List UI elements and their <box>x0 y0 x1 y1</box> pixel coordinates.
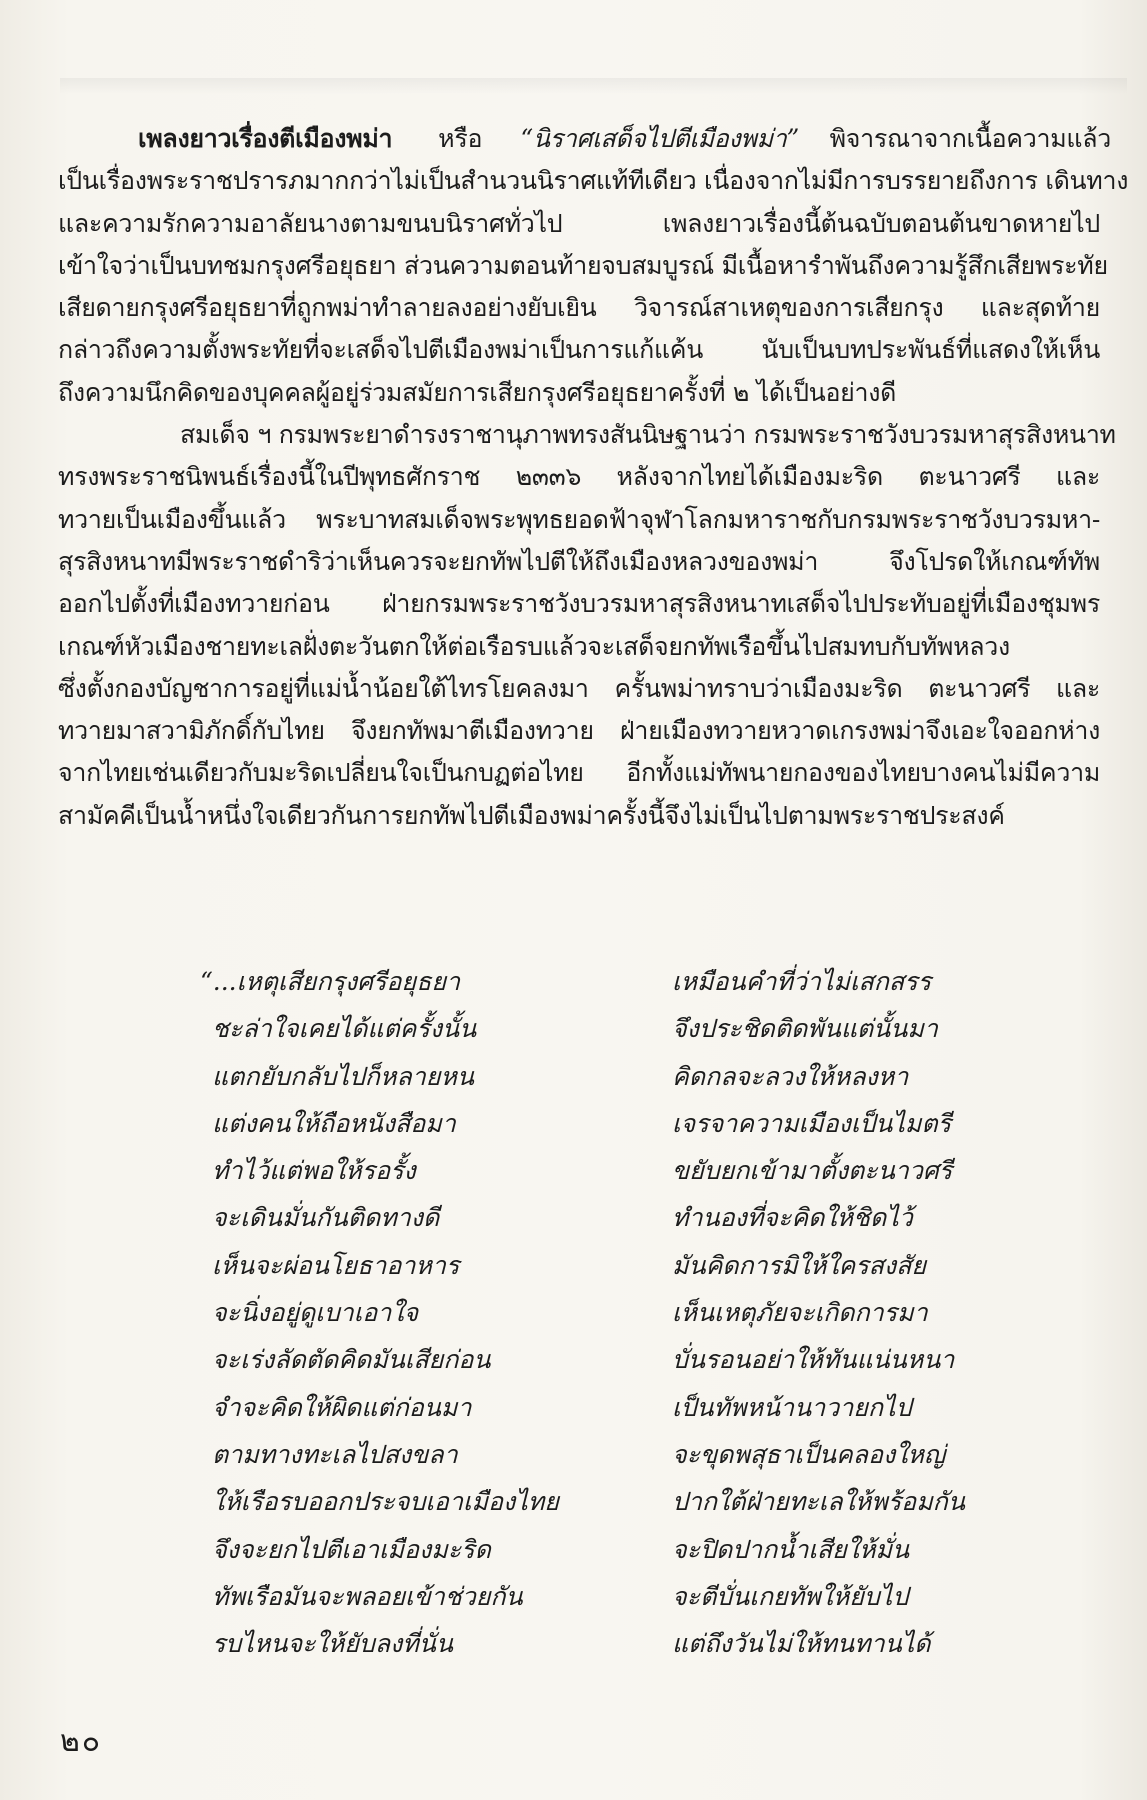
paragraph-1-line: กล่าวถึงความตั้งพระทัยที่จะเสด็จไปตีเมืองพม่าเป็นการแก้แค้น นับเป็นบทประพันธ์ที่แสดงให้เห็น <box>58 335 1100 365</box>
poem-verse-second-half: คิดกลจะลวงให้หลงหา <box>672 1061 909 1091</box>
poem-verse-first-half: เห็นจะผ่อนโยธาอาหาร <box>212 1250 460 1280</box>
paragraph-2-line: สุรสิงหนาทมีพระราชดำริว่าเห็นควรจะยกทัพไปตีให้ถึงเมืองหลวงของพม่า จึงโปรดให้เกณฑ์ทัพ <box>58 546 1100 576</box>
poem-verse <box>0 1151 1147 1198</box>
poem-verse-second-half: จะขุดพสุธาเป็นคลองใหญ่ <box>672 1439 946 1469</box>
book-title: เพลงยาวเรื่องตีเมืองพม่า <box>138 124 393 153</box>
poem-verse-first-half: ชะล่าใจเคยได้แต่ครั้งนั้น <box>212 1014 477 1044</box>
poem-verse <box>0 1530 1147 1577</box>
poem-verse-second-half: เห็นเหตุภัยจะเกิดการมา <box>672 1298 928 1328</box>
page-number: ๒๐ <box>60 1724 103 1759</box>
paragraph-1-line-1 <box>58 118 1111 160</box>
paragraph-2-line: ออกไปตั้งที่เมืองทวายก่อน ฝ่ายกรมพระราชวังบวรมหาสุรสิงหนาทเสด็จไปประทับอยู่ที่เมืองชุมพร <box>58 589 1100 619</box>
paragraph-2-line: เกณฑ์หัวเมืองชายทะเลฝั่งตะวันตกให้ต่อเรือรบแล้วจะเสด็จยกทัพเรือขึ้นไปสมทบกับทัพหลวง <box>58 631 1010 661</box>
paragraph-2-line: จากไทยเช่นเดียวกับมะริดเปลี่ยนใจเป็นกบฏต่อไทย อีกทั้งแม่ทัพนายกองของไทยบางคนไม่มีความ <box>58 758 1100 788</box>
poem-verse-second-half: ทำนองที่จะคิดให้ชิดไว้ <box>672 1203 913 1233</box>
poem-verse <box>0 1198 1147 1245</box>
poem-verse <box>0 1293 1147 1340</box>
poem-verse-second-half: จึงประชิดติดพันแต่นั้นมา <box>672 1014 938 1044</box>
paragraph-2 <box>58 414 1116 837</box>
paragraph-1 <box>58 118 1129 414</box>
paragraph-1-line: และความรักความอาลัยนางตามขนบนิราศทั่วไป เพลงยาวเรื่องนี้ต้นฉบับตอนต้นขาดหายไป <box>58 208 1100 238</box>
poem-verse-second-half: เหมือนคำที่ว่าไม่เสกสรร <box>672 967 932 996</box>
poem <box>0 962 1147 1671</box>
poem-verse-second-half: มันคิดการมิให้ใครสงสัย <box>672 1250 927 1280</box>
paragraph-2-line: สมเด็จ ฯ กรมพระยาดำรงราชานุภาพทรงสันนิษฐานว่า กรมพระราชวังบวรมหาสุรสิงหนาท <box>180 420 1116 450</box>
poem-verse <box>0 1482 1147 1529</box>
poem-verse <box>0 1577 1147 1624</box>
poem-verse-first-half: รบไหนจะให้ยับลงที่นั่น <box>212 1629 453 1659</box>
poem-verse-first-half: “...เหตุเสียกรุงศรีอยุธยา <box>200 967 461 996</box>
paragraph-1-line: ถึงความนึกคิดของบุคคลผู้อยู่ร่วมสมัยการเสียกรุงศรีอยุธยาครั้งที่ ๒ ได้เป็นอย่างดี <box>58 377 897 407</box>
poem-verse-first-half: จำจะคิดให้ผิดแต่ก่อนมา <box>212 1392 472 1422</box>
poem-verse <box>0 1057 1147 1104</box>
poem-verse <box>0 1435 1147 1482</box>
poem-verse <box>0 1246 1147 1293</box>
poem-verse <box>0 1624 1147 1671</box>
poem-verse-first-half: จะนิ่งอยู่ดูเบาเอาใจ <box>212 1298 419 1328</box>
alt-title: “นิราศเสด็จไปตีเมืองพม่า” <box>520 124 800 153</box>
poem-verse-first-half: แต่งคนให้ถือหนังสือมา <box>212 1108 456 1138</box>
paragraph-1-line: เข้าใจว่าเป็นบทชมกรุงศรีอยุธยา ส่วนความตอนท้ายจบสมบูรณ์ มีเนื้อหารำพันถึงความรู้สึกเสียพระทัย <box>58 250 1108 280</box>
poem-verse-first-half: จึงจะยกไปตีเอาเมืองมะริด <box>212 1534 491 1564</box>
poem-verse <box>0 962 1147 1009</box>
poem-verse-first-half: จะเร่งลัดตัดคิดมันเสียก่อน <box>212 1345 491 1375</box>
poem-verse-first-half: จะเดินมั่นกันติดทางดี <box>212 1203 440 1233</box>
poem-verse-second-half: ขยับยกเข้ามาตั้งตะนาวศรี <box>672 1156 953 1186</box>
conjunction: หรือ <box>438 124 483 153</box>
poem-verse-first-half: ให้เรือรบออกประจบเอาเมืองไทย <box>212 1487 559 1517</box>
poem-verse <box>0 1340 1147 1387</box>
paragraph-1-line: เป็นเรื่องพระราชปรารภมากกว่าไม่เป็นสำนวนนิราศแท้ทีเดียว เนื่องจากไม่มีการบรรยายถึงการ เดินทาง <box>58 166 1129 196</box>
poem-verse-first-half: ตามทางทะเลไปสงขลา <box>212 1439 458 1469</box>
poem-verse-second-half: จะตีบั่นเกยทัพให้ยับไป <box>672 1581 909 1611</box>
paragraph-2-line: สามัคคีเป็นน้ำหนึ่งใจเดียวกันการยกทัพไปตีเมืองพม่าครั้งนี้จึงไม่เป็นไปตามพระราชประสงค์ <box>58 800 1005 830</box>
poem-verse-second-half: เจรจาความเมืองเป็นไมตรี <box>672 1108 952 1138</box>
poem-verse-second-half: แต่ถึงวันไม่ให้ทนทานได้ <box>672 1629 931 1659</box>
poem-verse-second-half: ปากใต้ฝ่ายทะเลให้พร้อมกัน <box>672 1487 965 1517</box>
paragraph-2-line: ทวายมาสวามิภักดิ์กับไทย จึงยกทัพมาตีเมืองทวาย ฝ่ายเมืองทวายหวาดเกรงพม่าจึงเอะใจออกห่าง <box>58 716 1100 746</box>
paragraph-2-line: ซึ่งตั้งกองบัญชาการอยู่ที่แม่น้ำน้อยใต้ไทรโยคลงมา ครั้นพม่าทราบว่าเมืองมะริด ตะนาวศรี และ <box>58 673 1100 703</box>
poem-verse-second-half: จะปิดปากน้ำเสียให้มั่น <box>672 1534 910 1564</box>
paragraph-1-line: เสียดายกรุงศรีอยุธยาที่ถูกพม่าทำลายลงอย่างยับเยิน วิจารณ์สาเหตุของการเสียกรุง และสุดท้าย <box>58 293 1100 323</box>
paragraph-2-line: ทวายเป็นเมืองขึ้นแล้ว พระบาทสมเด็จพระพุทธยอดฟ้าจุฬาโลกมหาราชกับกรมพระราชวังบวรมหา- <box>58 504 1100 534</box>
poem-verse-first-half: ทัพเรือมันจะพลอยเข้าช่วยกัน <box>212 1581 523 1611</box>
poem-verse-first-half: แตกยับกลับไปก็หลายหน <box>212 1061 474 1091</box>
poem-verse <box>0 1009 1147 1056</box>
line-1-rest: พิจารณาจากเนื้อความแล้ว <box>829 124 1111 153</box>
body-text <box>58 118 1129 837</box>
scan-shadow <box>60 78 1127 94</box>
poem-verse-first-half: ทำไว้แต่พอให้รอรั้ง <box>212 1156 416 1186</box>
poem-verse <box>0 1388 1147 1435</box>
poem-verse-second-half: บั่นรอนอย่าให้ทันแน่นหนา <box>672 1345 955 1375</box>
poem-verse <box>0 1104 1147 1151</box>
poem-verse-second-half: เป็นทัพหน้านาวายกไป <box>672 1392 912 1422</box>
paragraph-2-line: ทรงพระราชนิพนธ์เรื่องนี้ในปีพุทธศักราช ๒๓๓๖ หลังจากไทยได้เมืองมะริด ตะนาวศรี และ <box>58 462 1100 492</box>
